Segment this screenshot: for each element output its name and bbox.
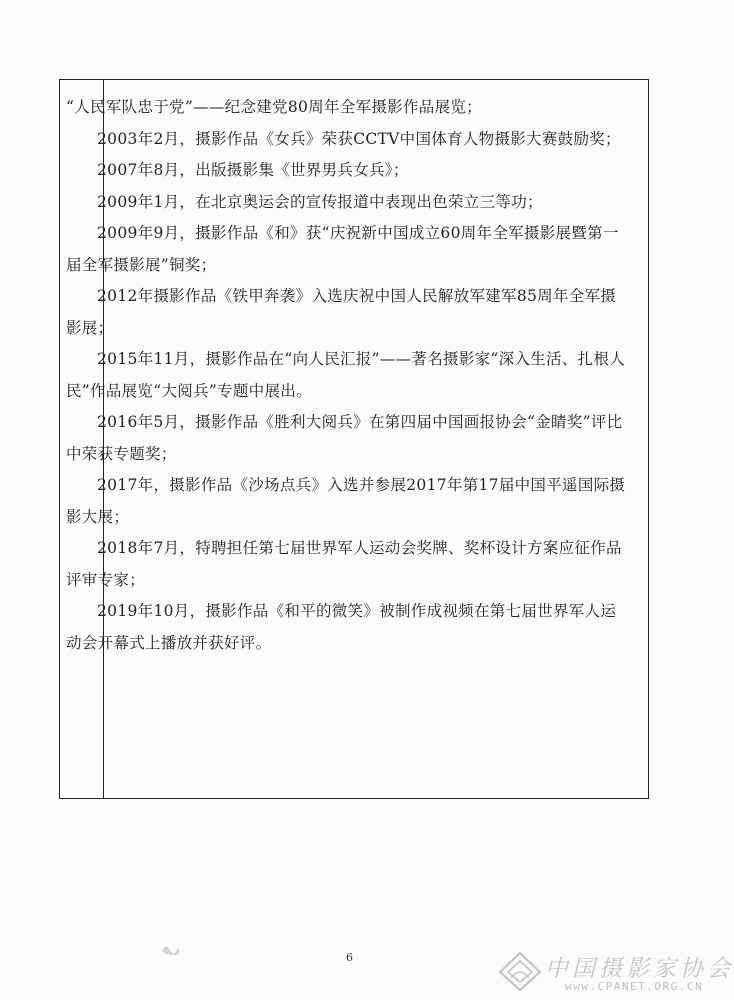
paragraph: 2018年7月，特聘担任第七届世界军人运动会奖牌、奖杯设计方案应征作品评审专家； — [66, 539, 622, 589]
watermark-url: www.CPANET.ORG.CN — [565, 980, 704, 993]
paragraph: 2009年1月，在北京奥运会的宣传报道中表现出色荣立三等功； — [97, 192, 543, 211]
cpanet-logo-icon — [497, 950, 543, 992]
page-number: 6 — [346, 951, 353, 964]
watermark-title: 中国摄影家协会 — [545, 956, 734, 982]
paragraph: 2019年10月，摄影作品《和平的微笑》被制作成视频在第七届世界军人运动会开幕式上播放并获好评。 — [66, 602, 617, 652]
watermark — [497, 950, 734, 998]
paragraph: “人民军队忠于党”——纪念建党80周年全军摄影作品展览； — [66, 98, 482, 116]
paragraph: 2017年，摄影作品《沙场点兵》入选并参展2017年第17届中国平遥国际摄影大展； — [66, 476, 626, 526]
paragraph: 2016年5月，摄影作品《胜利大阅兵》在第四届中国画报协会“金睛奖”评比中荣获专题奖； — [66, 413, 623, 463]
document-body — [66, 92, 626, 659]
paragraph: 2003年2月，摄影作品《女兵》荣获CCTV中国体育人物摄影大赛鼓励奖； — [97, 129, 621, 148]
paragraph: 2015年11月，摄影作品在“向人民汇报”——著名摄影家“深入生活、扎根人民”作品展览“大阅兵”专题中展出。 — [66, 350, 626, 400]
paragraph: 2009年9月，摄影作品《和》获“庆祝新中国成立60周年全军摄影展暨第一届全军摄影展”铜奖； — [66, 224, 619, 274]
paragraph: 2012年摄影作品《铁甲奔袭》入选庆祝中国人民解放军建军85周年全军摄影展； — [66, 287, 617, 337]
paragraph: 2007年8月，出版摄影集《世界男兵女兵》； — [97, 161, 409, 179]
scan-artifact — [160, 941, 184, 957]
